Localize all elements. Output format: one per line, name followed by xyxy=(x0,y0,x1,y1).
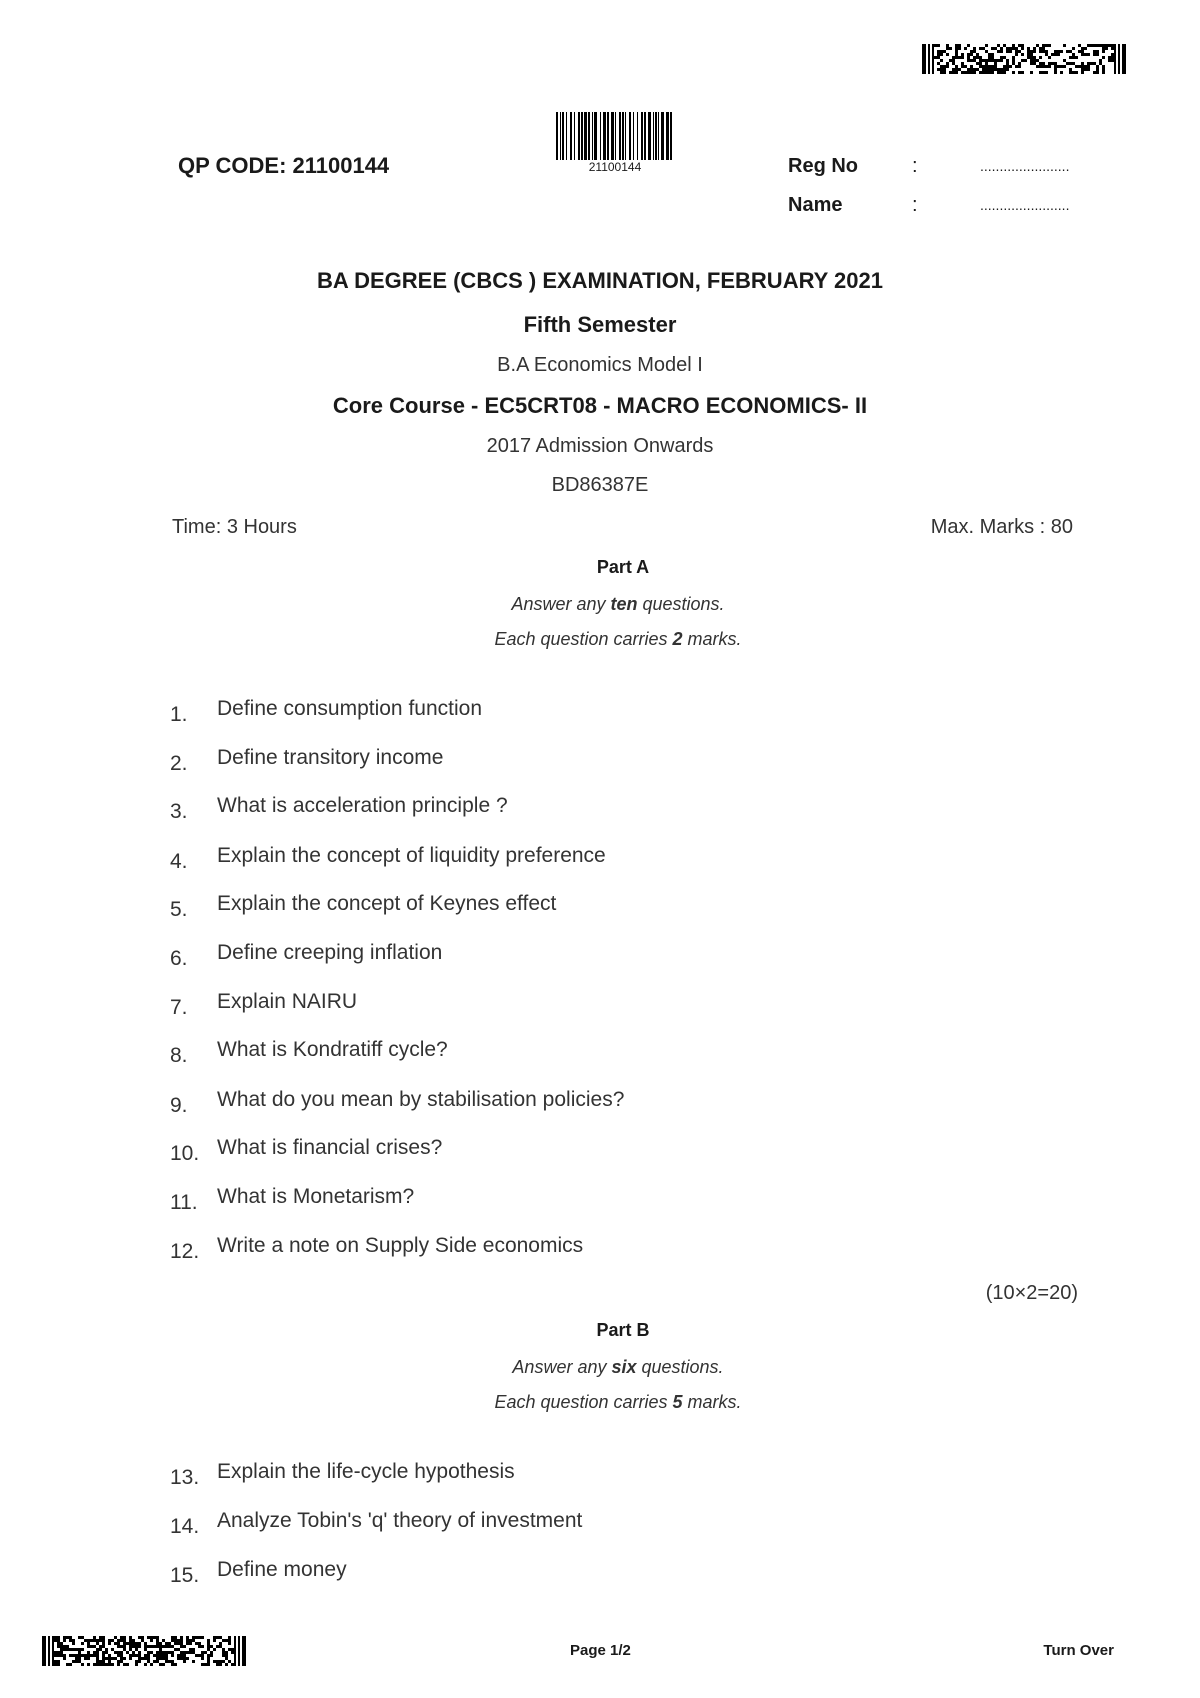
question-number: 10. xyxy=(170,1142,200,1165)
question-number: 13. xyxy=(170,1466,200,1489)
question-text: Analyze Tobin's 'q' theory of investment xyxy=(217,1509,583,1532)
question-text: What is Monetarism? xyxy=(217,1185,415,1208)
question-number: 8. xyxy=(170,1044,188,1067)
reg-no-label: Reg No xyxy=(788,155,858,177)
center-barcode xyxy=(556,112,674,160)
question-number: 11. xyxy=(170,1191,198,1214)
question-number: 3. xyxy=(170,800,188,823)
question-text: Define money xyxy=(217,1558,347,1581)
question-number: 2. xyxy=(170,752,188,775)
question-number: 9. xyxy=(170,1094,188,1117)
question-text: Write a note on Supply Side economics xyxy=(217,1234,584,1257)
part-b-instruction-2: Each question carries 5 marks. xyxy=(494,1392,742,1412)
part-b-instruction-1: Answer any six questions. xyxy=(512,1357,724,1377)
admission-title: 2017 Admission Onwards xyxy=(486,435,714,457)
question-number: 15. xyxy=(170,1564,200,1587)
paper-code: BD86387E xyxy=(551,474,649,496)
question-text: Explain the concept of Keynes effect xyxy=(217,892,557,915)
page-number: Page 1/2 xyxy=(570,1642,631,1659)
question-text: Explain NAIRU xyxy=(217,990,358,1013)
question-number: 6. xyxy=(170,947,188,970)
semester-title: Fifth Semester xyxy=(523,312,677,337)
part-b-title: Part B xyxy=(596,1320,650,1340)
name-label: Name xyxy=(788,194,843,216)
question-text: Define transitory income xyxy=(217,746,444,769)
barcode-number: 21100144 xyxy=(588,160,642,174)
reg-no-colon: : xyxy=(912,155,918,177)
question-number: 7. xyxy=(170,996,188,1019)
name-field: ....................... xyxy=(980,197,1070,213)
question-number: 5. xyxy=(170,898,188,921)
program-title: B.A Economics Model I xyxy=(497,354,703,376)
course-title: Core Course - EC5CRT08 - MACRO ECONOMICS- II xyxy=(332,393,868,418)
question-text: What is financial crises? xyxy=(217,1136,443,1159)
question-number: 14. xyxy=(170,1515,200,1538)
max-marks: Max. Marks : 80 xyxy=(930,516,1073,538)
part-a-instruction-1: Answer any ten questions. xyxy=(511,594,725,614)
question-text: Explain the life-cycle hypothesis xyxy=(217,1460,515,1483)
question-text: Define creeping inflation xyxy=(217,941,443,964)
reg-no-field: ....................... xyxy=(980,158,1070,174)
question-text: What do you mean by stabilisation policies? xyxy=(217,1088,625,1111)
question-number: 1. xyxy=(170,703,188,726)
exam-time: Time: 3 Hours xyxy=(172,516,297,538)
turn-over: Turn Over xyxy=(1043,1642,1114,1659)
top-right-barcode xyxy=(922,44,1126,74)
question-text: Explain the concept of liquidity preference xyxy=(217,844,606,867)
exam-title: BA DEGREE (CBCS ) EXAMINATION, FEBRUARY 2021 xyxy=(317,268,883,293)
part-a-instruction-2: Each question carries 2 marks. xyxy=(494,629,742,649)
question-text: What is acceleration principle ? xyxy=(217,794,508,817)
part-a-marks: (10×2=20) xyxy=(985,1282,1078,1304)
bottom-left-barcode xyxy=(42,1636,246,1666)
question-number: 12. xyxy=(170,1240,200,1263)
qp-code: QP CODE: 21100144 xyxy=(178,153,390,178)
part-a-title: Part A xyxy=(596,557,650,577)
name-colon: : xyxy=(912,194,918,216)
question-text: What is Kondratiff cycle? xyxy=(217,1038,448,1061)
question-text: Define consumption function xyxy=(217,697,482,720)
question-number: 4. xyxy=(170,850,188,873)
